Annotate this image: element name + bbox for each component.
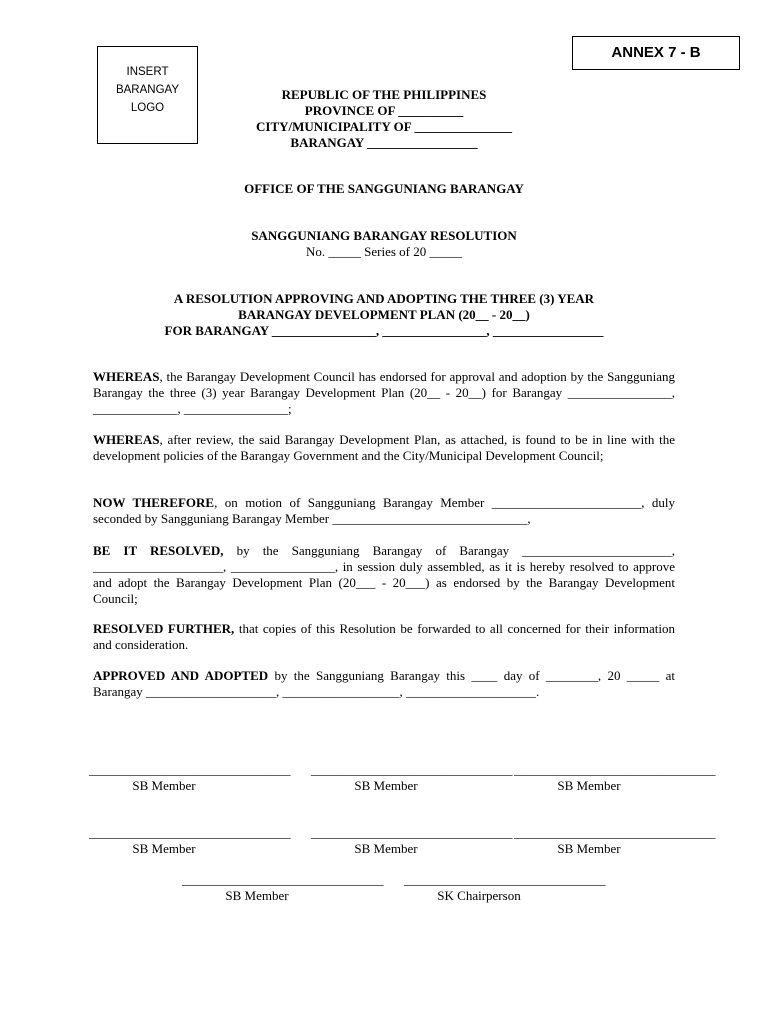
whereas-paragraph-2	[93, 432, 675, 464]
barangay-heading: BARANGAY _________________	[290, 135, 478, 150]
signature-block	[514, 825, 716, 857]
paragraph-text: by the Sangguniang Barangay of Barangay _______________________, ____________________, ________________, in session duly assembled, as it is hereby resolved to approve and adopt the Barangay Development Plan (20___ - 20___) as endorsed by the Barangay Development Council;	[93, 543, 675, 606]
paragraph-text: by the Sangguniang Barangay this ____ day of ________, 20 _____ at Barangay ____________________, __________________, ____________________.	[93, 668, 675, 699]
signatory-title: SB Member	[557, 778, 621, 793]
signatory-title: SB Member	[354, 778, 418, 793]
title-line: A RESOLUTION APPROVING AND ADOPTING THE THREE (3) YEAR	[173, 291, 595, 306]
signatory-title: SB Member	[132, 841, 196, 856]
signatory-title: SB Member	[557, 841, 621, 856]
resolution-title	[93, 291, 675, 339]
paragraph-lead: BE IT RESOLVED,	[93, 543, 224, 558]
paragraph-lead: RESOLVED FURTHER,	[93, 621, 235, 636]
province-heading: PROVINCE OF __________	[304, 103, 464, 118]
signature-block	[89, 762, 291, 794]
paragraph-lead: WHEREAS	[93, 432, 160, 447]
signature-line: _______________________________	[311, 762, 513, 777]
signature-line: _______________________________	[404, 872, 606, 887]
resolution-heading-block	[93, 228, 675, 260]
signatory-title: SK Chairperson	[437, 888, 521, 903]
approved-adopted-paragraph	[93, 668, 675, 700]
be-it-resolved-paragraph	[93, 543, 675, 607]
signatory-title: SB Member	[354, 841, 418, 856]
paragraph-lead: APPROVED AND ADOPTED	[93, 668, 269, 683]
office-heading: OFFICE OF THE SANGGUNIANG BARANGAY	[244, 181, 524, 196]
signature-block	[89, 825, 291, 857]
logo-placeholder-line: BARANGAY	[115, 84, 180, 96]
paragraph-lead: NOW THEREFORE	[93, 495, 215, 510]
paragraph-text: , the Barangay Development Council has endorsed for approval and adoption by the Sangguniang Barangay the three (3) year Barangay Development Plan (20__ - 20__) for Barangay ________________, _____________, ________________;	[93, 369, 675, 416]
paragraph-text: that copies of this Resolution be forwarded to all concerned for their information and consideration.	[93, 621, 675, 652]
now-therefore-paragraph	[93, 495, 675, 527]
title-line: BARANGAY DEVELOPMENT PLAN (20__ - 20__)	[238, 307, 530, 322]
city-heading: CITY/MUNICIPALITY OF _______________	[256, 119, 512, 134]
logo-placeholder-line: LOGO	[130, 102, 165, 114]
title-line: FOR BARANGAY ________________, ________________, _________________	[164, 323, 604, 338]
resolution-number: No. _____ Series of 20 _____	[306, 244, 462, 259]
signature-block	[311, 762, 513, 794]
signature-block	[404, 872, 606, 904]
signature-line: _______________________________	[182, 872, 384, 887]
document-header	[93, 87, 675, 151]
signature-block	[311, 825, 513, 857]
signatory-title: SB Member	[225, 888, 289, 903]
paragraph-text: , on motion of Sangguniang Barangay Member _______________________, duly seconded by Sangguniang Barangay Member ______________________________,	[93, 495, 676, 526]
signature-line: _______________________________	[311, 825, 513, 840]
signature-line: _______________________________	[514, 825, 716, 840]
signature-block	[182, 872, 384, 904]
republic-heading: REPUBLIC OF THE PHILIPPINES	[281, 87, 487, 102]
signature-line: _______________________________	[89, 825, 291, 840]
signature-line: _______________________________	[514, 762, 716, 777]
signatory-title: SB Member	[132, 778, 196, 793]
paragraph-text: , after review, the said Barangay Development Plan, as attached, is found to be in line with the development policies of the Barangay Government and the City/Municipal Development Council;	[93, 432, 675, 463]
signature-line: _______________________________	[89, 762, 291, 777]
resolution-heading: SANGGUNIANG BARANGAY RESOLUTION	[251, 228, 517, 243]
whereas-paragraph-1	[93, 369, 675, 417]
resolved-further-paragraph	[93, 621, 675, 653]
office-heading-block	[93, 181, 675, 197]
logo-placeholder-line: INSERT	[126, 66, 169, 78]
paragraph-lead: WHEREAS	[93, 369, 160, 384]
signature-block	[514, 762, 716, 794]
annex-label: ANNEX 7 - B	[572, 36, 740, 70]
